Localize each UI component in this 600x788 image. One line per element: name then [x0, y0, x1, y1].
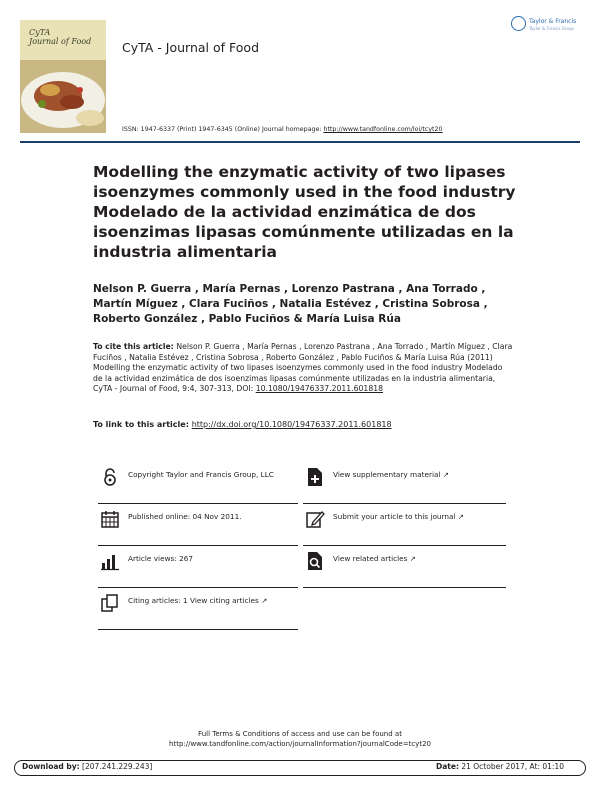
cite-doi-link[interactable]: 10.1080/19476337.2011.601818 [255, 384, 383, 393]
supplementary-box[interactable] [303, 462, 506, 504]
open-access-lock-icon [100, 467, 120, 487]
external-link-icon: ↗ [409, 554, 416, 563]
journal-cover-image [20, 20, 106, 133]
downloaded-by [22, 762, 152, 771]
published-box [98, 504, 298, 546]
citing-articles-icon [100, 593, 120, 613]
views-box [98, 546, 298, 588]
cover-title [29, 28, 91, 46]
cover-title-line1: CyTA [29, 28, 51, 37]
header-divider [20, 141, 580, 143]
link-label: To link to this article: [93, 420, 192, 429]
publisher-logo-text: Taylor & Francis [529, 18, 577, 25]
journal-homepage-link[interactable]: http://www.tandfonline.com/loi/tcyt20 [323, 126, 443, 133]
article-doi-link[interactable]: http://dx.doi.org/10.1080/19476337.2011.601818 [191, 420, 392, 429]
copyright-box [98, 462, 298, 504]
calendar-icon [100, 509, 120, 529]
external-link-icon: ↗ [457, 512, 464, 521]
submit-text: Submit your article to this journal [333, 512, 456, 521]
bar-chart-icon [100, 551, 120, 571]
citing-box[interactable] [98, 588, 298, 630]
citation-block [93, 342, 513, 395]
citing-divider [98, 629, 298, 631]
cover-food-photo [20, 60, 106, 133]
submit-article-link[interactable] [333, 512, 464, 521]
date-label: Date: [436, 762, 459, 771]
supplementary-text: View supplementary material [333, 470, 441, 479]
publisher-logo-subtext: Taylor & Francis Group [529, 26, 574, 31]
external-link-icon: ↗ [442, 470, 449, 479]
terms-line1: Full Terms & Conditions of access and use can be found at [198, 730, 402, 738]
issn-line [122, 126, 443, 133]
edit-icon [305, 509, 325, 529]
article-views-text: Article views: 267 [128, 554, 194, 563]
journal-name: CyTA - Journal of Food [122, 40, 259, 55]
related-divider [303, 587, 506, 589]
cite-text: Nelson P. Guerra , María Pernas , Lorenzo Pastrana , Ana Torrado , Martín Míguez , Clara Fuciños , Natalia Estévez , Cristina Sobrosa , Roberto González , Pablo Fuciños & María Luisa Rúa (2011) Modelling the enzymatic activity of two lipases isoenzymes commonly used in the food industry Modelado de la actividad enzimática de dos isoenzimas lipasas comúnmente utilizadas en la industria alimentaria, CyTA - Journal of Food, 9:4, 307-313, DOI: [93, 342, 513, 393]
article-link-line [93, 420, 392, 429]
search-document-icon [305, 551, 325, 571]
view-supplementary-link[interactable] [333, 470, 449, 479]
article-title: Modelling the enzymatic activity of two lipases isoenzymes commonly used in the food industry Modelado de la actividad enzimática de dos isoenzimas lipasas comúnmente utilizadas en la industria alimentaria [93, 163, 516, 261]
article-authors: Nelson P. Guerra , María Pernas , Lorenzo Pastrana , Ana Torrado , Martín Míguez , Clara Fuciños , Natalia Estévez , Cristina Sobrosa , Roberto González , Pablo Fuciños & María Luisa Rúa [93, 283, 488, 325]
issn-text: ISSN: 1947-6337 (Print) 1947-6345 (Online) Journal homepage: [122, 126, 324, 133]
add-document-icon [305, 467, 325, 487]
submit-box[interactable] [303, 504, 506, 546]
date-value: 21 October 2017, At: 01:10 [458, 762, 564, 771]
terms-url[interactable]: http://www.tandfonline.com/action/journalInformation?journalCode=tcyt20 [169, 740, 431, 748]
publisher-logo [529, 18, 576, 32]
downloaded-value: [207.241.229.243] [79, 762, 153, 771]
copyright-text: Copyright Taylor and Francis Group, LLC [128, 470, 274, 479]
view-related-link[interactable] [333, 554, 416, 563]
citing-articles-text: Citing articles: 1 View citing articles [128, 596, 259, 605]
citing-articles-link[interactable] [128, 596, 267, 605]
related-text: View related articles [333, 554, 408, 563]
terms-note [0, 729, 600, 749]
publisher-logo-icon [511, 16, 526, 31]
external-link-icon: ↗ [261, 596, 268, 605]
downloaded-label: Download by: [22, 762, 80, 771]
cover-title-line2: Journal of Food [29, 37, 92, 46]
download-date [436, 762, 564, 771]
related-box[interactable] [303, 546, 506, 588]
cite-label: To cite this article: [93, 342, 177, 351]
published-date-text: Published online: 04 Nov 2011. [128, 512, 242, 521]
